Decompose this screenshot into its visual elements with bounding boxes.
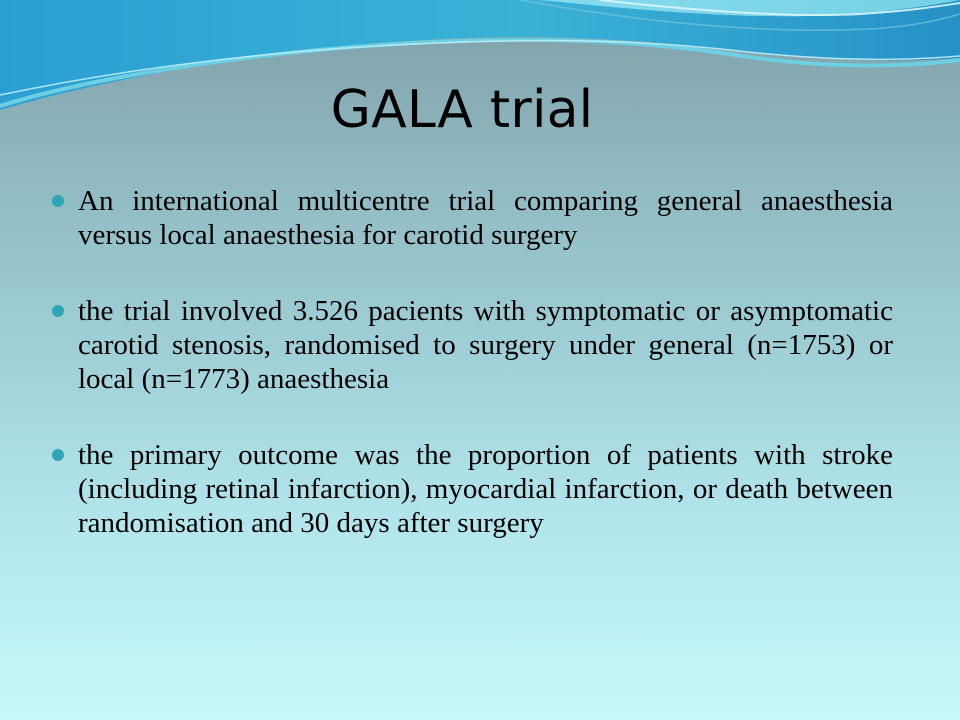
bullet-text: the primary outcome was the proportion of patients with stroke (including retinal infarction), myocardial infarction, or death between randomisation and 30 days after surgery [78,439,893,539]
bullet-text: An international multicentre trial comparing general anaesthesia versus local anaesthesia for carotid surgery [78,185,893,251]
bullet-icon [52,305,64,317]
bullet-list [50,184,893,540]
slide-title: GALA trial [330,80,594,140]
bullet-icon [52,195,64,207]
bullet-icon [52,449,64,461]
bullet-item-2 [50,294,893,396]
bullet-item-1 [50,184,893,252]
bullet-text: the trial involved 3.526 pacients with symptomatic or asymptomatic carotid stenosis, randomised to surgery under general (n=1753) or local (n=1773) anaesthesia [78,295,893,395]
bullet-item-3 [50,438,893,540]
